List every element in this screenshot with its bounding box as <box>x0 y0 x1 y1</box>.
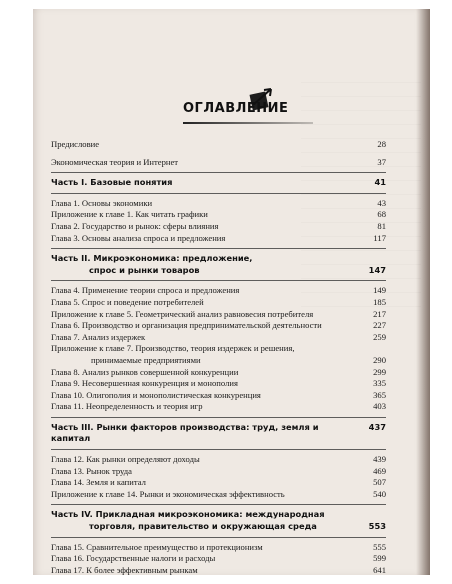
toc-entry[interactable] <box>51 454 386 466</box>
heading-block <box>183 87 303 131</box>
toc-entry-page: 599 <box>373 553 386 564</box>
divider <box>51 193 386 194</box>
toc-entry-page: 290 <box>373 354 386 365</box>
toc-entry-title: Глава 8. Анализ рынков совершенной конкуренции <box>51 366 239 377</box>
toc-part-title-line2: торговля, правительство и окружающая среда <box>89 521 317 532</box>
toc-entry-page: 81 <box>377 220 386 231</box>
toc-entry-title: Глава 15. Сравнительное преимущество и протекционизм <box>51 541 263 552</box>
toc-entry-title: Приложение к главе 5. Геометрический анализ равновесия потребителя <box>51 308 314 319</box>
toc-entry-page: 540 <box>373 488 386 499</box>
toc-entry[interactable] <box>51 477 386 489</box>
toc-entry-title: Глава 11. Неопределенность и теория игр <box>51 401 203 412</box>
divider <box>51 504 386 505</box>
toc-entry[interactable] <box>51 378 386 390</box>
divider <box>51 248 386 249</box>
toc-entry[interactable] <box>51 198 386 210</box>
toc-entry[interactable] <box>51 332 386 344</box>
toc-part-page: 553 <box>368 521 386 532</box>
toc-entry-title: Глава 6. Производство и организация предпринимательской деятельности <box>51 320 322 331</box>
toc-entry[interactable] <box>51 565 386 575</box>
toc-entry-title: Глава 12. Как рынки определяют доходы <box>51 454 200 465</box>
divider <box>51 449 386 450</box>
toc-entry-title: Глава 2. Государство и рынок: сферы влияния <box>51 220 219 231</box>
toc-entry-title: Глава 16. Государственные налоги и расходы <box>51 553 216 564</box>
toc-entry[interactable] <box>51 139 386 151</box>
toc-entry-page: 299 <box>373 366 386 377</box>
toc-entry-page: 555 <box>373 541 386 552</box>
toc-entry-title: Глава 10. Олигополия и монополистическая конкуренция <box>51 389 261 400</box>
divider <box>51 417 386 418</box>
toc-entry-title: Глава 3. Основы анализа спроса и предложения <box>51 232 226 243</box>
toc-part-heading[interactable] <box>51 422 386 445</box>
toc-entry[interactable] <box>51 401 386 413</box>
toc-entry[interactable] <box>51 390 386 402</box>
toc-entry-title: Глава 13. Рынок труда <box>51 465 132 476</box>
toc-entry[interactable] <box>51 367 386 379</box>
divider <box>51 537 386 538</box>
toc-entry-title: Глава 7. Анализ издержек <box>51 331 146 342</box>
toc-entry[interactable] <box>51 233 386 245</box>
toc-entry-page: 149 <box>373 285 386 296</box>
toc-entry[interactable] <box>51 489 386 501</box>
divider <box>51 280 386 281</box>
toc-part-title: Часть IV. Прикладная микроэкономика: международная <box>51 509 325 520</box>
toc-entry-page: 185 <box>373 296 386 307</box>
divider <box>51 172 386 173</box>
toc-entry-page: 259 <box>373 331 386 342</box>
toc-entry-page: 335 <box>373 378 386 389</box>
table-of-contents <box>51 139 386 575</box>
toc-entry-title: Глава 4. Применение теории спроса и предложения <box>51 285 240 296</box>
toc-entry-title: Предисловие <box>51 139 100 149</box>
toc-entry[interactable] <box>51 553 386 565</box>
toc-entry-page: 469 <box>373 465 386 476</box>
toc-entry-title: Приложение к главе 14. Рынки и экономическая эффективность <box>51 488 285 499</box>
page-title: ОГЛАВЛЕНИЕ <box>183 101 289 116</box>
toc-part-heading[interactable] <box>51 253 386 276</box>
toc-entry-page: 403 <box>373 401 386 412</box>
toc-entry-title: Глава 9. Несовершенная конкуренция и монополия <box>51 378 238 389</box>
toc-part-title: Часть I. Базовые понятия <box>51 177 173 188</box>
toc-entry[interactable] <box>51 320 386 332</box>
toc-entry-title: Экономическая теория и Интернет <box>51 156 179 167</box>
toc-entry-page: 37 <box>377 156 386 167</box>
toc-entry[interactable] <box>51 157 386 169</box>
toc-entry[interactable] <box>51 297 386 309</box>
toc-entry-page: 117 <box>373 232 386 243</box>
toc-entry-page: 43 <box>377 197 386 208</box>
toc-entry-page: 641 <box>373 564 386 575</box>
toc-entry[interactable] <box>51 309 386 321</box>
toc-entry[interactable] <box>51 285 386 297</box>
book-page <box>33 9 430 575</box>
toc-entry[interactable] <box>51 209 386 221</box>
toc-part-heading[interactable] <box>51 177 386 189</box>
toc-entry-page: 227 <box>373 320 386 331</box>
toc-entry-page: 68 <box>377 209 386 220</box>
toc-part-page: 437 <box>368 421 386 432</box>
toc-part-page: 147 <box>368 264 386 275</box>
toc-entry-title-line2: принимаемые предприятиями <box>91 354 201 365</box>
toc-entry[interactable] <box>51 542 386 554</box>
toc-part-title: Часть II. Микроэкономика: предложение, <box>51 253 253 264</box>
toc-part-title-line2: спрос и рынки товаров <box>89 264 200 275</box>
toc-entry-page: 365 <box>373 389 386 400</box>
toc-entry-title: Глава 1. Основы экономики <box>51 197 153 208</box>
toc-part-heading[interactable] <box>51 509 386 532</box>
toc-entry-title: Глава 5. Спрос и поведение потребителей <box>51 296 204 307</box>
toc-entry[interactable] <box>51 221 386 233</box>
toc-entry[interactable] <box>51 466 386 478</box>
toc-entry-page: 507 <box>373 477 386 488</box>
title-underline <box>183 122 313 124</box>
toc-entry-title: Приложение к главе 7. Производство, теория издержек и решения, <box>51 343 295 354</box>
toc-entry-page: 28 <box>377 139 386 149</box>
toc-part-page: 41 <box>374 177 386 188</box>
toc-entry-title: Глава 17. К более эффективным рынкам <box>51 564 198 575</box>
toc-entry-title: Глава 14. Земля и капитал <box>51 477 146 488</box>
toc-part-title: Часть III. Рынки факторов производства: труд, земля и капитал <box>51 421 319 444</box>
toc-entry-page: 217 <box>373 308 386 319</box>
toc-entry-page: 439 <box>373 454 386 465</box>
toc-entry-title: Приложение к главе 1. Как читать графики <box>51 209 208 220</box>
toc-entry[interactable] <box>51 343 386 366</box>
